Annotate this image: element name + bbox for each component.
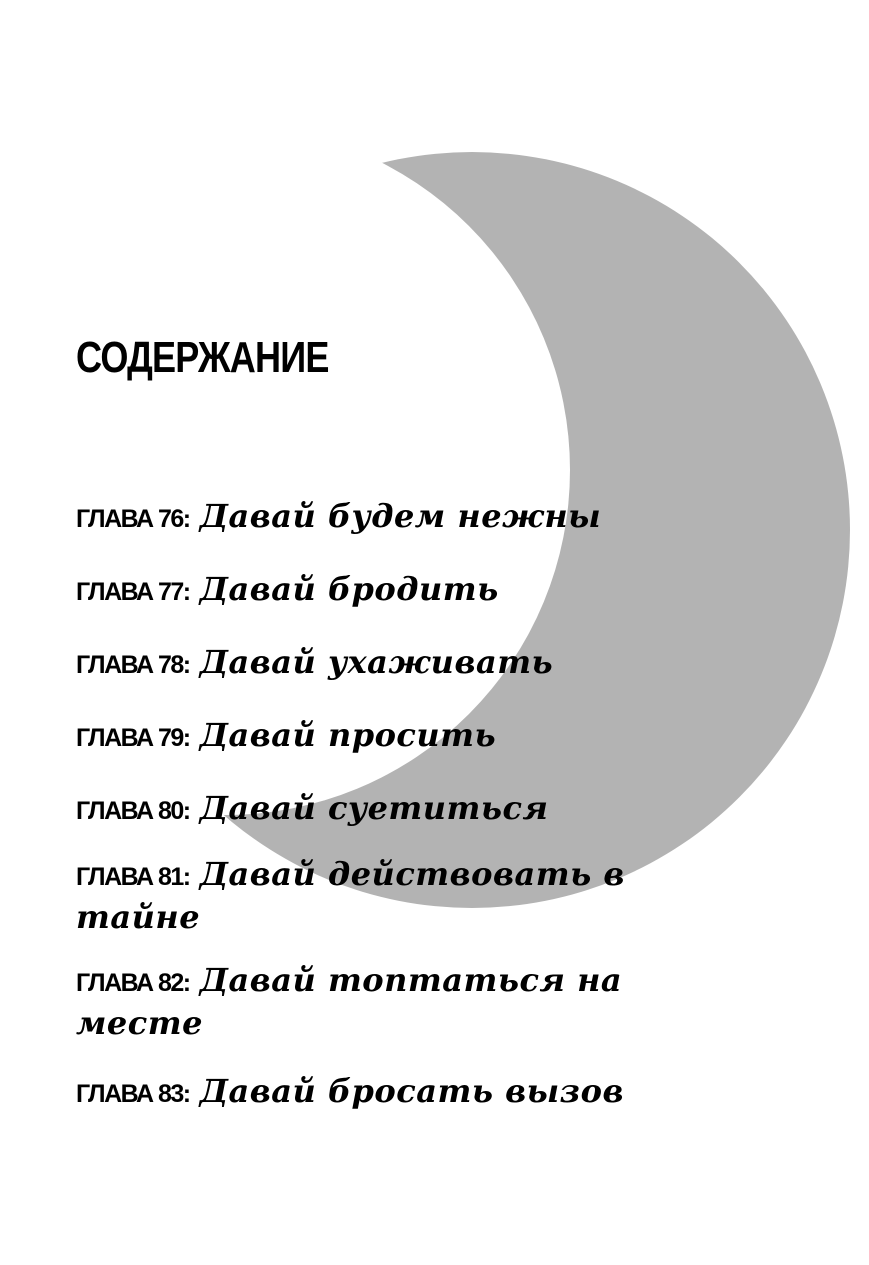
chapter-title: Давай бродить <box>199 570 499 608</box>
chapter-number: ГЛАВА 82: <box>76 969 190 997</box>
chapter-number: ГЛАВА 77: <box>76 578 190 606</box>
chapter-entry-82 <box>76 962 656 1048</box>
chapter-entry-78 <box>76 642 656 689</box>
chapter-entry-81 <box>76 856 656 942</box>
chapter-entry-80 <box>76 788 656 835</box>
chapter-title: Давай будем нежны <box>199 497 602 535</box>
chapter-title: Давай суетиться <box>199 789 549 827</box>
chapter-title: Давай топтаться на месте <box>76 961 623 1042</box>
chapter-number: ГЛАВА 81: <box>76 863 190 891</box>
chapter-entry-83 <box>76 1071 656 1118</box>
chapter-number: ГЛАВА 76: <box>76 505 190 533</box>
chapter-number: ГЛАВА 80: <box>76 797 190 825</box>
chapter-number: ГЛАВА 83: <box>76 1080 190 1108</box>
chapter-entry-79 <box>76 715 656 762</box>
chapter-number: ГЛАВА 78: <box>76 651 190 679</box>
chapter-number: ГЛАВА 79: <box>76 724 190 752</box>
chapter-title: Давай просить <box>199 716 497 754</box>
chapter-title: Давай ухаживать <box>199 643 554 681</box>
chapter-entry-77 <box>76 569 656 616</box>
chapter-title: Давай бросать вызов <box>199 1072 624 1110</box>
table-of-contents-heading: СОДЕРЖАНИЕ <box>76 333 329 382</box>
chapter-title: Давай действовать в тайне <box>76 855 625 936</box>
chapter-entry-76 <box>76 496 656 543</box>
